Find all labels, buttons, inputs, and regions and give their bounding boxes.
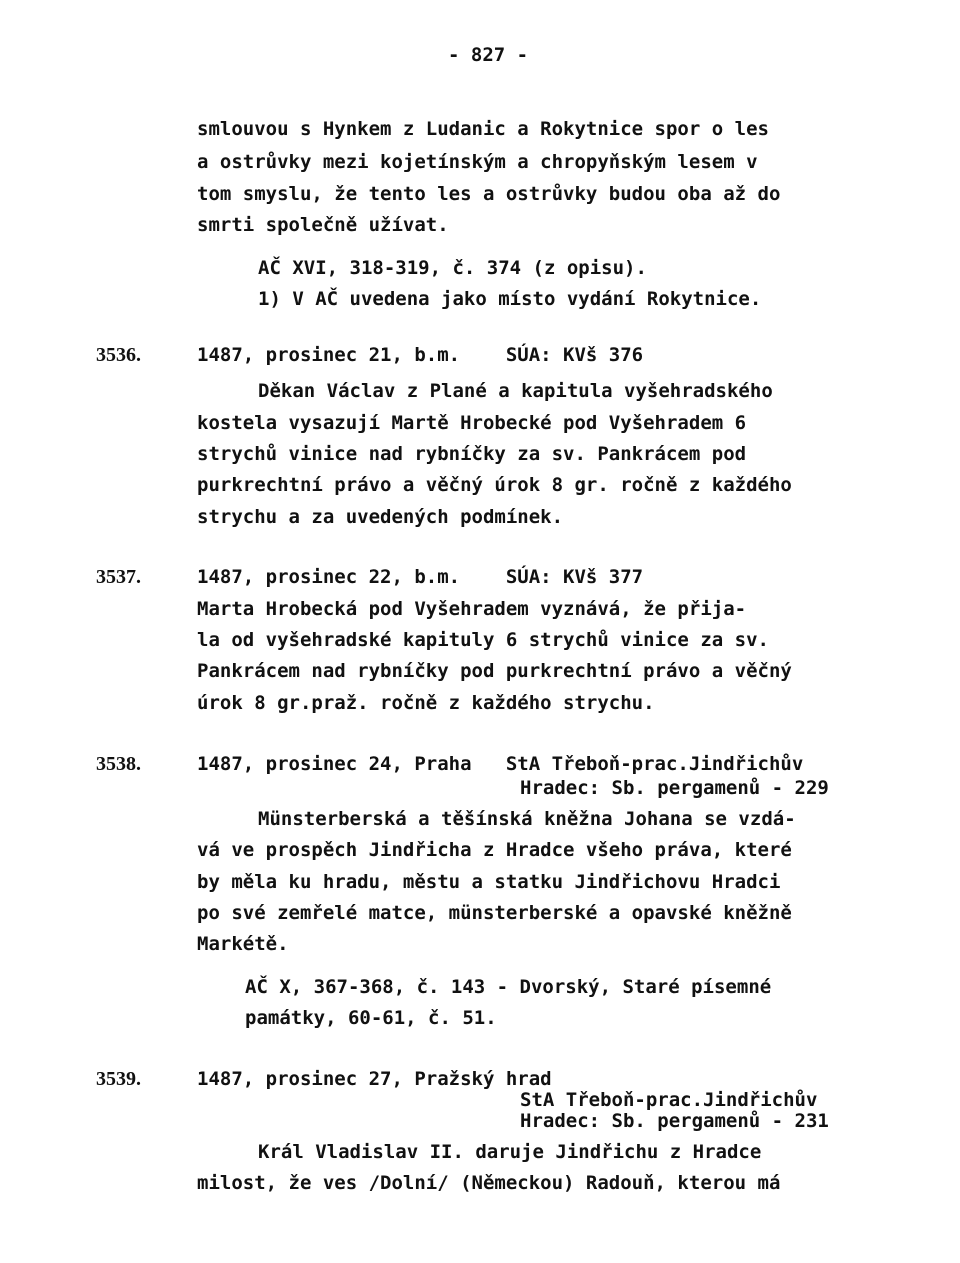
- archive-reference: StA Třeboň-prac.Jindřichův: [520, 1089, 818, 1111]
- entry-text-line: strychu a za uvedených podmínek.: [197, 506, 564, 528]
- entry-number: 3536.: [96, 344, 141, 366]
- page-number: - 827 -: [448, 44, 529, 66]
- entry-number: 3539.: [96, 1068, 141, 1090]
- continuation-line: smlouvou s Hynkem z Ludanic a Rokytnice spor o les: [197, 118, 769, 140]
- entry-header: 1487, prosinec 22, b.m. SÚA: KVš 377: [197, 566, 644, 588]
- entry-text-line: vá ve prospěch Jindřicha z Hradce všeho práva, které: [197, 839, 792, 861]
- continuation-line: tom smyslu, že tento les a ostrůvky budou oba až do: [197, 183, 781, 205]
- footnote: 1) V AČ uvedena jako místo vydání Rokytnice.: [258, 288, 762, 310]
- entry-text-line: Markétě.: [197, 933, 289, 955]
- entry-text-line: strychů vinice nad rybníčky za sv. Pankrácem pod: [197, 443, 747, 465]
- source-reference: AČ XVI, 318-319, č. 374 (z opisu).: [258, 257, 647, 279]
- archive-reference: Hradec: Sb. pergamenů - 229: [520, 777, 829, 799]
- entry-text-line: la od vyšehradské kapituly 6 strychů vinice za sv.: [197, 629, 769, 651]
- entry-text-line: purkrechtní právo a věčný úrok 8 gr. ročně z každého: [197, 474, 792, 496]
- entry-number: 3538.: [96, 753, 141, 775]
- entry-header: 1487, prosinec 27, Pražský hrad: [197, 1068, 552, 1090]
- entry-text-line: Král Vladislav II. daruje Jindřichu z Hradce: [258, 1141, 762, 1163]
- continuation-line: smrti společně užívat.: [197, 214, 449, 236]
- entry-text-line: by měla ku hradu, městu a statku Jindřichovu Hradci: [197, 871, 781, 893]
- source-reference: AČ X, 367-368, č. 143 - Dvorský, Staré písemné: [245, 976, 772, 998]
- entry-text-line: po své zemřelé matce, münsterberské a opavské kněžně: [197, 902, 792, 924]
- entry-number: 3537.: [96, 566, 141, 588]
- entry-text-line: úrok 8 gr.praž. ročně z každého strychu.: [197, 692, 655, 714]
- source-reference: památky, 60-61, č. 51.: [245, 1007, 497, 1029]
- entry-text-line: Marta Hrobecká pod Vyšehradem vyznává, že přija-: [197, 598, 747, 620]
- entry-text-line: Pankrácem nad rybníčky pod purkrechtní právo a věčný: [197, 660, 792, 682]
- entry-header: 1487, prosinec 21, b.m. SÚA: KVš 376: [197, 344, 644, 366]
- entry-text-line: Děkan Václav z Plané a kapitula vyšehradského: [258, 380, 773, 402]
- archive-reference: Hradec: Sb. pergamenů - 231: [520, 1110, 829, 1132]
- continuation-line: a ostrůvky mezi kojetínským a chropyňským lesem v: [197, 151, 758, 173]
- entry-text-line: kostela vysazují Martě Hrobecké pod Vyšehradem 6: [197, 412, 747, 434]
- entry-text-line: Münsterberská a těšínská kněžna Johana se vzdá-: [258, 808, 796, 830]
- entry-header: 1487, prosinec 24, Praha StA Třeboň-prac.Jindřichův: [197, 753, 804, 775]
- entry-text-line: milost, že ves /Dolní/ (Německou) Radouň, kterou má: [197, 1172, 781, 1194]
